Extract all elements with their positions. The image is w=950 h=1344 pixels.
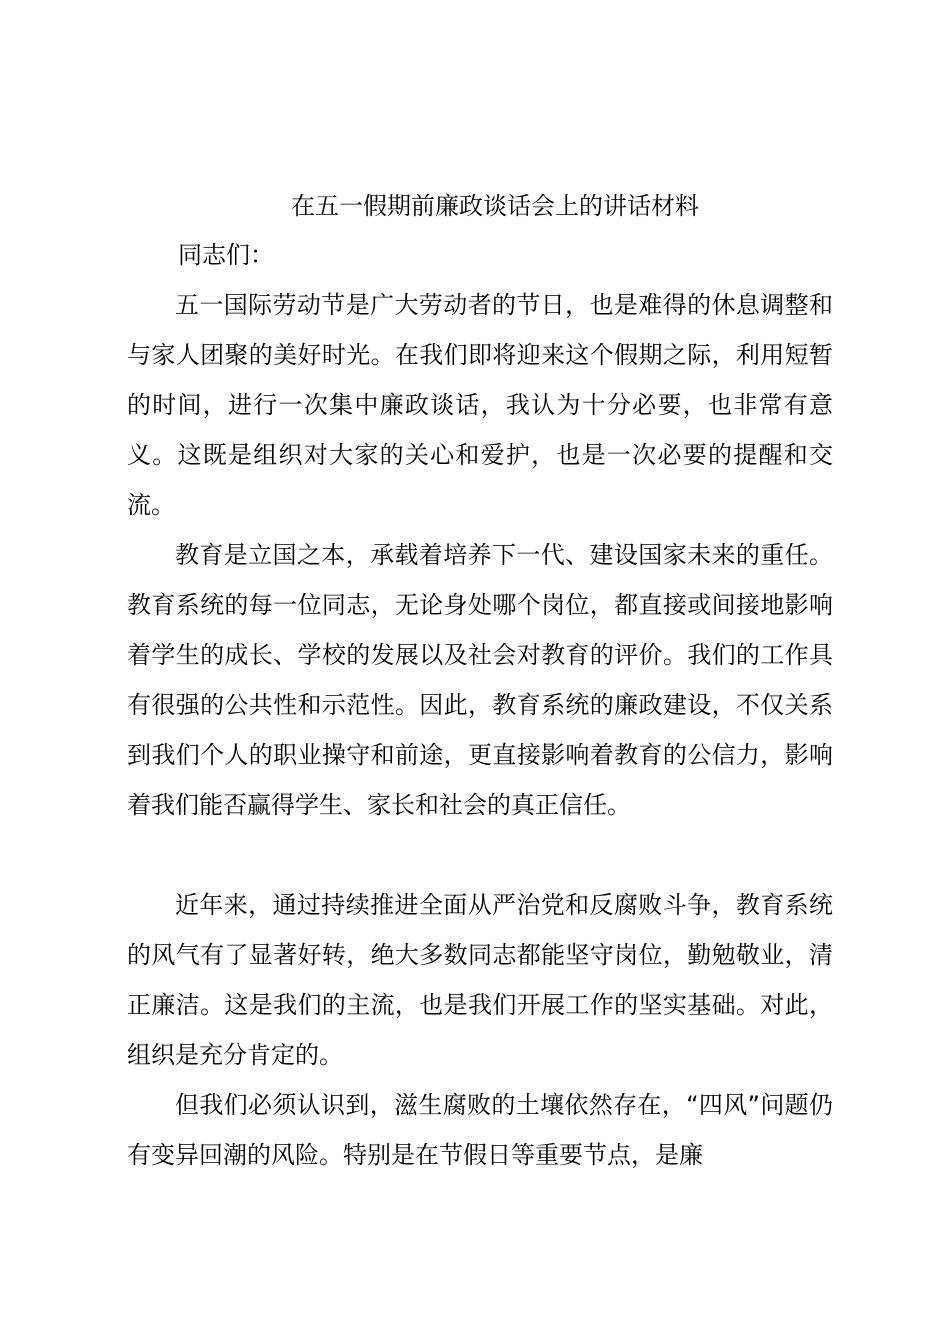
paragraph: 教育是立国之本，承载着培养下一代、建设国家未来的重任。教育系统的每一位同志，无论身处哪个岗位，都直接或间接地影响着学生的成长、学校的发展以及社会对教育的评价。我们的工作具有很强的公共性和示范性。因此，教育系统的廉政建设，不仅关系到我们个人的职业操守和前途，更直接影响着教育的公信力，影响着我们能否赢得学生、家长和社会的真正信任。: [127, 541, 833, 819]
paragraph: 但我们必须认识到，滋生腐败的土壤依然存在，“四风”问题仍有变异回潮的风险。特别是在节假日等重要节点，是廉: [127, 1091, 833, 1169]
paragraph: 近年来，通过持续推进全面从严治党和反腐败斗争，教育系统的风气有了显著好转，绝大多数同志都能坚守岗位，勤勉敬业，清正廉洁。这是我们的主流，也是我们开展工作的坚实基础。对此，组织是充分肯定的。: [127, 891, 833, 1069]
salutation: 同志们：: [178, 241, 274, 269]
paragraph: 五一国际劳动节是广大劳动者的节日，也是难得的休息调整和与家人团聚的美好时光。在我们即将迎来这个假期之际，利用短暂的时间，进行一次集中廉政谈话，我认为十分必要，也非常有意义。这既是组织对大家的关心和爱护，也是一次必要的提醒和交流。: [127, 291, 833, 519]
document-title: 在五一假期前廉政谈话会上的讲话材料: [291, 192, 699, 220]
